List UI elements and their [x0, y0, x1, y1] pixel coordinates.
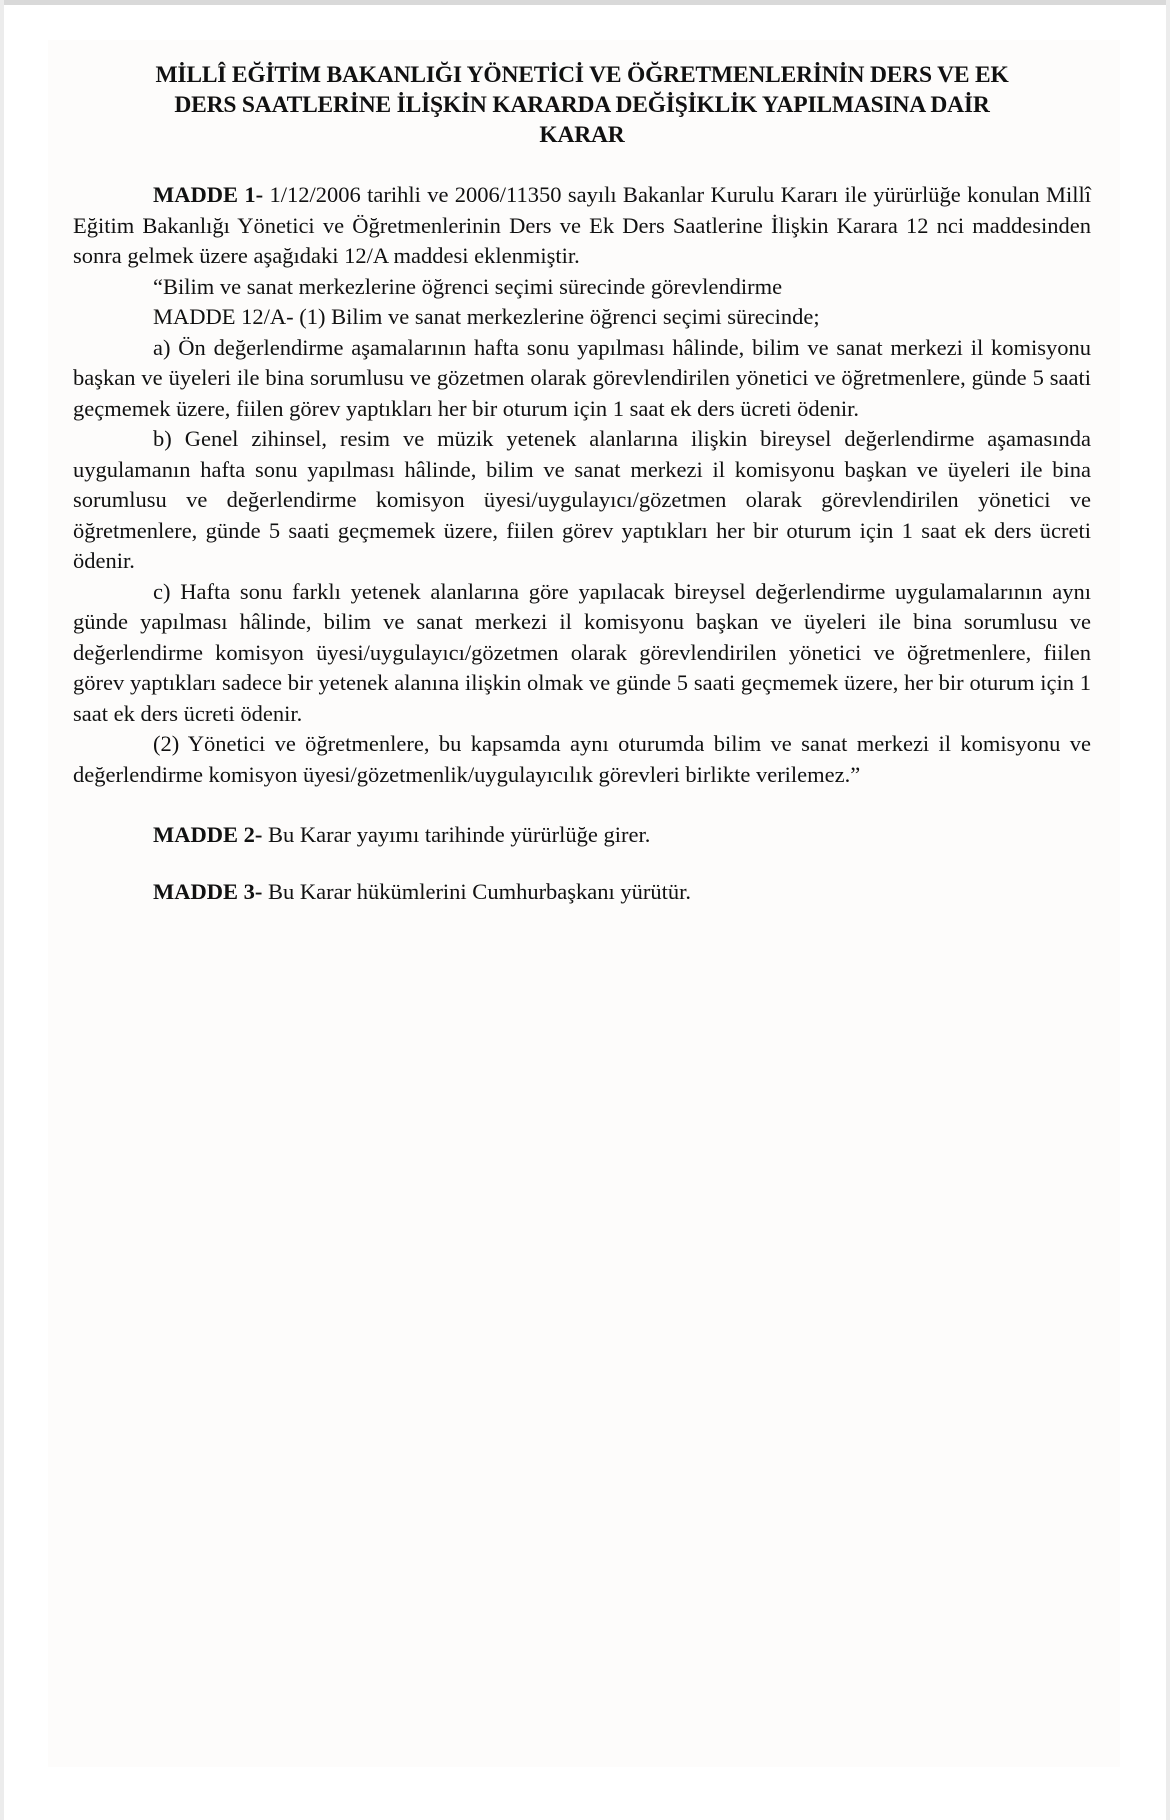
article-3-label: MADDE 3- [153, 878, 263, 904]
title-line-3: KARAR [539, 122, 625, 148]
article-12a-intro: MADDE 12/A- (1) Bilim ve sanat merkezlerine öğrenci seçimi sürecinde; [153, 304, 820, 329]
document-body [73, 60, 1091, 907]
article-1-label: MADDE 1- [153, 182, 264, 207]
document-title [73, 60, 1091, 150]
article-12a-item-a: a) Ön değerlendirme aşamalarının hafta sonu yapılması hâlinde, bilim ve sanat merkezi il komisyonu başkan ve üyeleri ile bina sorumlusu ve gözetmen olarak görevlendirilen yönetici ve öğretmenlere, günde 5 saati geçmemek üzere, fiilen görev yaptıkları her bir oturum için 1 saat ek ders ücreti ödenir. [73, 334, 1091, 421]
article-1-text: 1/12/2006 tarihli ve 2006/11350 sayılı Bakanlar Kurulu Kararı ile yürürlüğe konulan Millî Eğitim Bakanlığı Yönetici ve Öğretmenlerinin Ders ve Ek Ders Saatlerine İlişkin Karara 12 nci maddesinden sonra gelmek üzere aşağıdaki 12/A maddesi eklenmiştir. [73, 182, 1092, 268]
right-border [1166, 0, 1170, 1820]
article-1 [73, 180, 1091, 272]
inserted-heading: “Bilim ve sanat merkezlerine öğrenci seçimi sürecinde görevlendirme [153, 273, 783, 299]
left-border [0, 0, 4, 1820]
spacer [73, 851, 1091, 877]
spacer [73, 790, 1091, 820]
article-2-text: Bu Karar yayımı tarihinde yürürlüğe girer. [262, 822, 651, 847]
article-3 [73, 877, 1091, 908]
article-12a-paragraph-2: (2) Yönetici ve öğretmenlere, bu kapsamda aynı oturumda bilim ve sanat merkezi il komisyonu ve değerlendirme komisyon üyesi/gözetmenlik/uygulayıcılık görevleri birlikte verilemez.” [73, 731, 1091, 787]
article-12a-item-b: b) Genel zihinsel, resim ve müzik yetenek alanlarına ilişkin bireysel değerlendirme aşamasında uygulamanın hafta sonu yapılması hâlinde, bilim ve sanat merkezi il komisyonu başkan ve üyeleri ile bina sorumlusu ve değerlendirme komisyon üyesi/uygulayıcı/gözetmen olarak görevlendirilen yönetici ve öğretmenlere, günde 5 saati geçmemek üzere, fiilen görev yaptıkları her bir oturum için 1 saat ek ders ücreti ödenir. [73, 426, 1091, 573]
article-2 [73, 820, 1091, 851]
article-2-label: MADDE 2- [153, 822, 263, 847]
article-12a-item-c: c) Hafta sonu farklı yetenek alanlarına göre yapılacak bireysel değerlendirme uygulamalarının aynı günde yapılması hâlinde, bilim ve sanat merkezi il komisyonu başkan ve üyeleri ile bina sorumlusu ve değerlendirme komisyon üyesi/uygulayıcı/gözetmen olarak görevlendirilen yönetici ve öğretmenlere, fiilen görev yaptıkları sadece bir yetenek alanına ilişkin olmak ve günde 5 saati geçmemek üzere, her bir oturum için 1 saat ek ders ücreti ödenir. [73, 578, 1091, 726]
title-line-2: DERS SAATLERİNE İLİŞKİN KARARDA DEĞİŞİKLİK YAPILMASINA DAİR [174, 92, 990, 118]
title-line-1: MİLLÎ EĞİTİM BAKANLIĞI YÖNETİCİ VE ÖĞRETMENLERİNİN DERS VE EK [155, 62, 1009, 88]
article-3-text: Bu Karar hükümlerini Cumhurbaşkanı yürütür. [262, 878, 692, 904]
top-border [0, 0, 1170, 5]
